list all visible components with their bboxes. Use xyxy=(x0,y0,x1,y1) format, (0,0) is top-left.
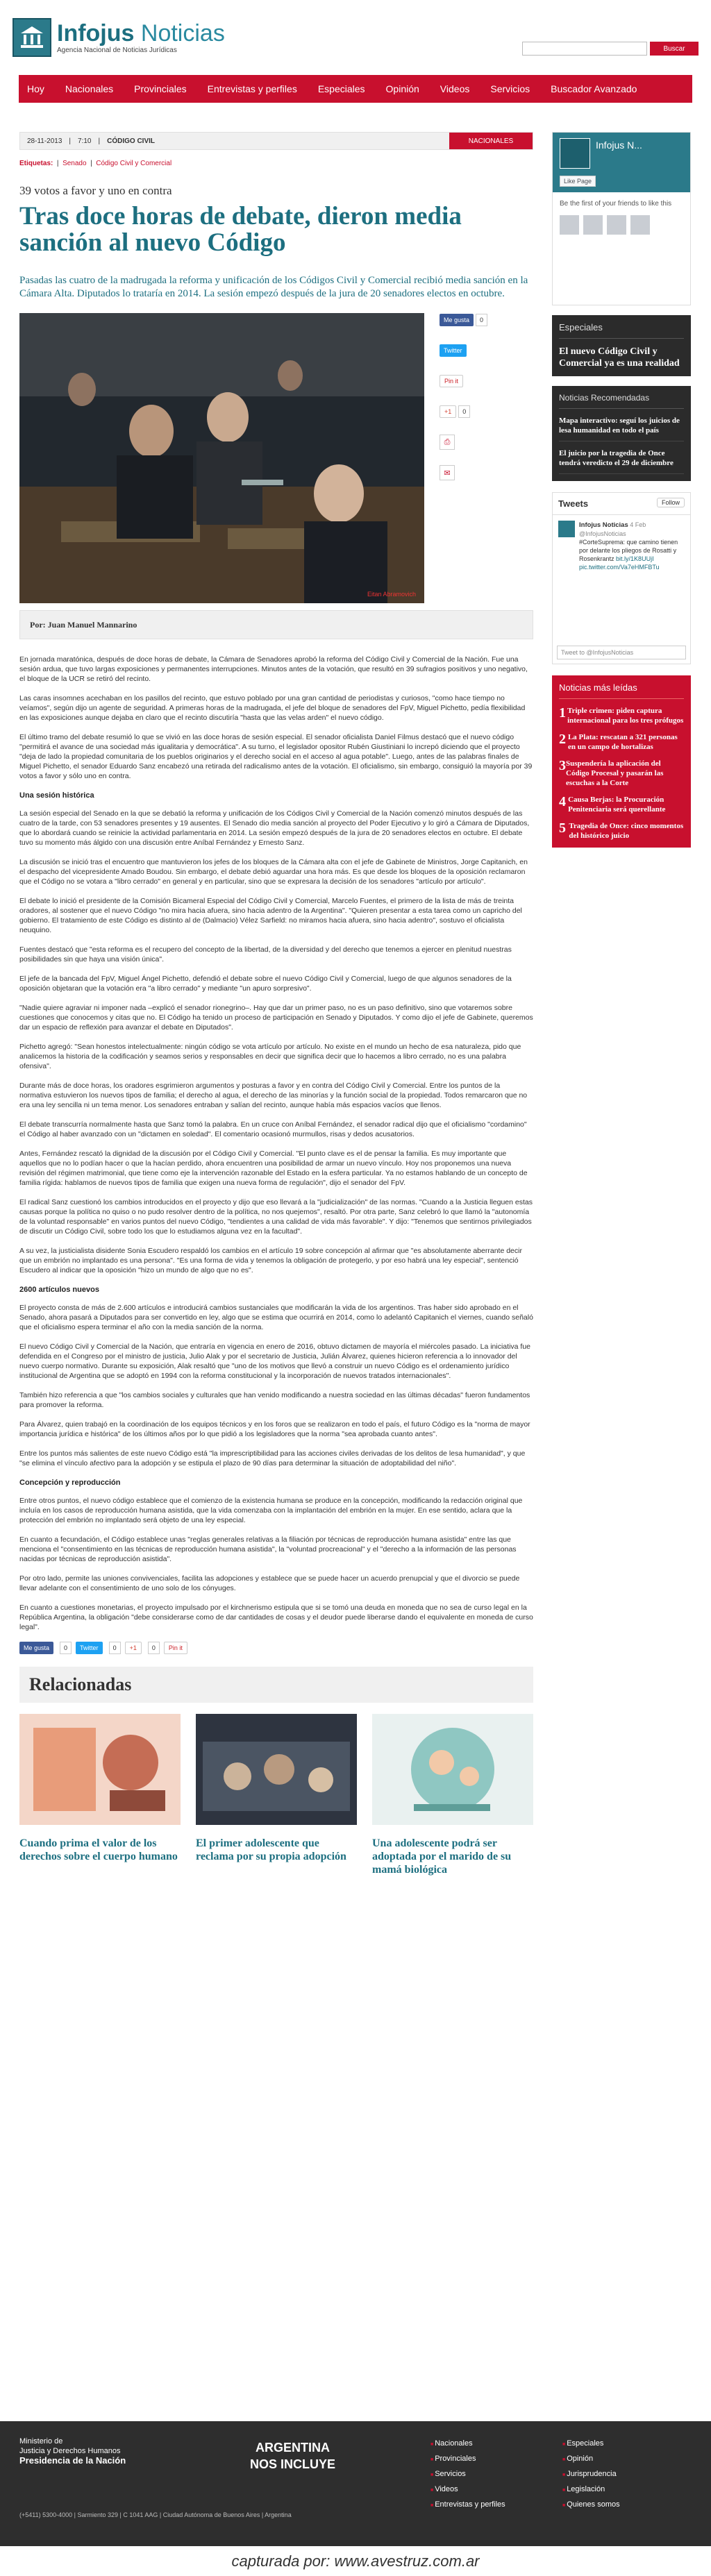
site-footer xyxy=(0,2421,711,2546)
related-image xyxy=(19,1714,181,1825)
tags-label: Etiquetas: xyxy=(19,160,53,167)
google-plus-button[interactable]: +1 xyxy=(440,405,456,418)
tweet-date: 4 Feb xyxy=(630,521,646,528)
mas-leidas-widget xyxy=(552,675,691,848)
facebook-like-button-bottom[interactable]: Me gusta xyxy=(19,1642,53,1654)
body-paragraph: "Nadie quiere agraviar ni imponer nada –explicó el senador rionegrino–. Hay que dar un primer paso, no es un paso definitivo, sino que votaremos sobre cuestiones que conocemos y citas que no. El Código ha tenido un proceso de participación en Senado y Diputados. Y como dijo el jefe de Gabinete, queremos dar un espacio de reflexión para avanzar el debate en Diputados". xyxy=(19,1004,533,1032)
footer-link[interactable]: ■ Quienes somos xyxy=(562,2498,694,2513)
search-input[interactable] xyxy=(522,42,647,56)
body-paragraph: El nuevo Código Civil y Comercial de la Nación, que entraría en vigencia en enero de 2016, obtuvo dictamen de mayoría el miércoles pasado. La iniciativa fue defendida en el Congreso por el ministro de justicia, Julio Alak y por el secretario de Justicia, Julián Álvarez, quienes hicieron referencia a lo innovador del nuevo cuerpo normativo. Durante su exposición, Alak resaltó que "uno de los motivos que llevó a construir un nuevo Código es el ordenamiento jurídico institucional de Argentina que se adoptó en 1994 con la reforma constitucional y la incorporación de nuevos tratados internacionales". xyxy=(19,1342,531,1380)
footer-link[interactable]: ■ Especiales xyxy=(562,2436,694,2452)
related-title[interactable]: Cuando prima el valor de los derechos sobre el cuerpo humano xyxy=(19,1837,178,1862)
twitter-count-bottom: 0 xyxy=(109,1642,121,1654)
body-paragraph: El proyecto consta de más de 2.600 artículos e introducirá cambios sustanciales que modificarán la vida de los argentinos. Tras haber sido aprobado en el Senado, ahora pasará a Diputados para ser convertido en ley, algo que se estima que ocurrirá en 2014, como lo adelantó Capitanich el viernes, cuando señaló que el oficialismo espera terminar el año con la media sanción de la norma. xyxy=(19,1304,533,1331)
recomendadas-widget xyxy=(552,386,691,481)
body-paragraph: Por otro lado, permite las uniones convivenciales, facilita las adopciones y establece que se puede hacer un acuerdo prenupcial y que el divorcio se puede llevar adelante con el consentimiento de uno solo de los cónyuges. xyxy=(19,1574,520,1592)
body-paragraph: En cuanto a fecundación, el Código establece unas "reglas generales relativas a la filiación por técnicas de reproducción humana asistida" entre las que menciona el "consentimiento en las técnicas de reproducción humana asistida", la "voluntad procreacional" y el "derecho a la información de las personas nacidas por técnicas de reproducción asistida". xyxy=(19,1535,517,1563)
nav-servicios[interactable]: Servicios xyxy=(490,83,530,94)
ministry-logo[interactable]: Ministerio de Justicia y Derechos Humanos Presidencia de la Nación xyxy=(19,2437,126,2466)
mas-leidas-item[interactable]: 1 Triple crimen: piden captura internacional para los tres prófugos xyxy=(559,705,684,725)
nav-opinion[interactable]: Opinión xyxy=(385,83,419,94)
mas-leidas-item[interactable]: 4 Causa Berjas: la Procuración Penitenciaria será querellante xyxy=(559,794,666,814)
footer-link[interactable]: ■ Nacionales xyxy=(430,2436,562,2452)
body-paragraph: En cuanto a cuestiones monetarias, el proyecto impulsado por el kirchnerismo estipula que si se tomó una deuda en moneda que no sea de curso legal en la República Argentina, la obligación "debe considerarse como de dar cantidades de cosas y el deudor puede liberarse dando el equivalente en moneda de curso legal". xyxy=(19,1603,533,1631)
especiales-item[interactable]: El nuevo Código Civil y Comercial ya es una realidad xyxy=(559,346,680,369)
footer-link[interactable]: ■ Legislación xyxy=(562,2482,694,2498)
body-paragraph: La discusión se inició tras el encuentro que mantuvieron los jefes de los bloques de la Cámara alta con el jefe de Gabinete de Ministros, Jorge Capitanich, en el despacho del vicepresidente Amado Boudou. Sin embargo, el debate debió aguardar una hora más. Es que desde los bloques de la oposición reclamaron que el Código no se votara a "libro cerrado" en general y en particular, sino que se expresara la decisión de los senadores "artículo por artículo". xyxy=(19,858,528,886)
google-plus-button-bottom[interactable]: +1 xyxy=(125,1642,142,1654)
search-bar xyxy=(522,42,699,56)
nav-entrevistas[interactable]: Entrevistas y perfiles xyxy=(207,83,297,94)
footer-links-col2 xyxy=(562,2436,694,2513)
bottom-share-bar xyxy=(19,1642,533,1654)
body-paragraph: El debate transcurría normalmente hasta que Sanz tomó la palabra. En un cruce con Aníbal Fernández, el senador radical dijo que el oficialismo "cordamino" el Código al haber avanzado con un "dictamen en soledad". El comentario ocasionó murmullos, risas y dedos acusatorios. xyxy=(19,1120,527,1138)
logo-mark-icon xyxy=(12,18,51,57)
search-button[interactable]: Buscar xyxy=(650,42,699,56)
nav-nacionales[interactable]: Nacionales xyxy=(65,83,114,94)
tweets-widget xyxy=(552,492,691,664)
twitter-share-button-bottom[interactable]: Twitter xyxy=(76,1642,103,1654)
especiales-widget xyxy=(552,315,691,376)
body-subheading: 2600 artículos nuevos xyxy=(19,1286,99,1294)
body-subheading: Concepción y reproducción xyxy=(19,1479,121,1487)
nav-especiales[interactable]: Especiales xyxy=(317,83,365,94)
capture-caption: capturada por: www.avestruz.com.ar xyxy=(0,2546,711,2576)
section-badge[interactable]: NACIONALES xyxy=(449,133,533,149)
article-date: 28-11-2013 xyxy=(27,137,62,145)
especiales-heading: Especiales xyxy=(559,322,684,339)
page-avatar-icon xyxy=(560,138,590,169)
tweet-link[interactable]: bit.ly/1K8UUjI pic.twitter.com/Va7eHMFBTu xyxy=(579,555,660,571)
body-paragraph: Fuentes destacó que "esta reforma es el recupero del concepto de la libertad, de la diversidad y del derecho que tenemos a ejercer en plenitud nuestras posibilidades sin que haya una visión única". xyxy=(19,945,512,963)
recomendada-item[interactable]: El juicio por la tragedia de Once tendrá veredicto el 29 de diciembre xyxy=(559,448,684,474)
recomendada-item[interactable]: Mapa interactivo: seguí los juicios de lesa humanidad en todo el país xyxy=(559,416,684,441)
argentina-nos-incluye-logo: ARGENTINA NOS INCLUYE xyxy=(250,2441,336,2471)
sidebar xyxy=(552,132,691,848)
article-title: Tras doce horas de debate, dieron media sanción al nuevo Código xyxy=(19,202,462,257)
photo-credit: Eitan Abramovich xyxy=(367,591,416,598)
pinterest-button[interactable]: Pin it xyxy=(440,375,463,387)
tweet-user[interactable]: Infojus Noticias xyxy=(579,521,628,529)
body-paragraph: Para Álvarez, quien trabajó en la coordinación de los equipos técnicos y en los foros que se realizaron en todo el país, el futuro Código es la "norma de mayor importancia jurídica e histórica" de los últimos años por lo que pidió a los legisladores que la norma "sea aprobada cuanto antes". xyxy=(19,1420,530,1438)
related-image xyxy=(196,1714,357,1825)
tag-codigo-civil[interactable]: Código Civil y Comercial xyxy=(96,160,172,167)
body-paragraph: La sesión especial del Senado en la que se debatió la reforma y unificación de los Códigos Civil y Comercial de la Nación comenzó minutos después de las cuatro de la tarde, con 53 senadores presentes y 19 ausentes. El Senado dio media sanción al proyecto del Poder Ejecutivo y lo giró a Cámara de Diputados, que lo abordará cuando se reinicie la actividad parlamentaria en 2014. La sesión empezó después de la jura de 20 senadores electos en octubre. El debate tuvo su momento más álgido con una discusión entre Aníbal Fernández y Ernesto Sanz. xyxy=(19,809,530,847)
facebook-like-count: 0 xyxy=(476,314,487,326)
brand-name: Infojus Noticias xyxy=(57,20,225,47)
nav-videos[interactable]: Videos xyxy=(440,83,470,94)
footer-link[interactable]: ■ Opinión xyxy=(562,2452,694,2467)
facebook-page-widget xyxy=(552,132,691,305)
footer-link[interactable]: ■ Servicios xyxy=(430,2467,562,2482)
body-paragraph: El debate lo inició el presidente de la Comisión Bicameral Especial del Código Civil y Comercial, Marcelo Fuentes, el primero de la lista de más de treinta oradores, al sostener que el nuevo Código "no mira hacia afuera, sino hacia adentro de la Argentina". "Quieren presentar a esta tarea como un capricho del gobierno. El tratamiento de este Código es distinto al de (Dalmacio) Vélez Sarfield: no miramos hacia afuera, sino hacia adentro", sostuvo el oficialista neuquino. xyxy=(19,897,522,934)
footer-link[interactable]: ■ Videos xyxy=(430,2482,562,2498)
twitter-follow-button[interactable]: Follow xyxy=(657,498,685,507)
recomendadas-heading: Noticias Recomendadas xyxy=(559,393,684,409)
tag-senado[interactable]: Senado xyxy=(62,160,87,167)
body-paragraph: Entre otros puntos, el nuevo código establece que el comienzo de la existencia humana se produce en la concepción, modificando la redacción original que incluía en los casos de reproducción humana asistida, que la vida comenzaba con la implantación del embrión en la mujer. En ese sentido, aclara que la protección del embrión no implantado será objeto de una ley especial. xyxy=(19,1497,523,1524)
body-paragraph: Antes, Fernández rescató la dignidad de la discusión por el Código Civil y Comercial. "El punto clave es el de pensar la familia. Es muy importante que aquellos que no lo podían hacer o que la hacían perdido, ahora encuentren una posibilidad de armar un nuevo vínculo. Hoy nos proponemos una nueva revisión del régimen matrimonial, que tiene como eje la intervención razonable del Estado en la esfera particular. Ya no estamos hablando de un concepto de familia rígida: hablamos de nuevos tipos de familia que exigen una nueva forma de regulación", dijo el senador del FpV. xyxy=(19,1150,528,1187)
footer-link[interactable]: ■ Jurisprudencia xyxy=(562,2467,694,2482)
mas-leidas-item[interactable]: 5 Tragedia de Once: cinco momentos del histórico juicio xyxy=(559,820,684,840)
nav-buscador-avanzado[interactable]: Buscador Avanzado xyxy=(551,83,637,94)
body-paragraph: Las caras insomnes acechaban en los pasillos del recinto, que estuvo poblado por una gran cantidad de periodistas y curiosos, "como hace tiempo no veíamos", según dijo un agente de seguridad. A primeras horas de la madrugada, el jefe del bloque de senadores del FpV, Miguel Pichetto, pedía flexibilidad en las exposiciones aunque dejaba en claro que el recinto discutiría "hasta que las velas arden" el nuevo código. xyxy=(19,694,526,722)
pinterest-button-bottom[interactable]: Pin it xyxy=(164,1642,187,1654)
article-column xyxy=(19,132,533,1876)
related-image xyxy=(372,1714,533,1825)
brand-tagline: Agencia Nacional de Noticias Jurídicas xyxy=(57,47,177,54)
facebook-like-button[interactable]: Me gusta xyxy=(440,314,474,326)
body-paragraph: También hizo referencia a que "los cambios sociales y culturales que han venido modificando a nuestra sociedad en las últimas décadas" fueron fundamentos para promover la reforma. xyxy=(19,1391,530,1409)
article-time: 7:10 xyxy=(78,137,92,145)
article-photo xyxy=(19,313,424,603)
tweet-handle: @InfojusNoticias xyxy=(579,530,626,537)
nav-hoy[interactable]: Hoy xyxy=(27,83,44,94)
body-paragraph: El radical Sanz cuestionó los cambios introducidos en el proyecto y dijo que eso llevará a la "judicialización" de las normas. "Cuando a la Justicia lleguen estas causas porque la política no quiso o no pudo resolver dentro de la política, no nos quejemos", resaltó. Por otra parte, Sanz celebró lo que llamó la "autonomía de la voluntad responsable" en varios puntos del nuevo Código, "tendientes a una calidad de vida más favorable". Y dijo: "Tenemos que sentirnos privilegiados de discutir un Código Civil, sobre todo los que lo estudiamos alguna vez en la facultad". xyxy=(19,1198,533,1236)
body-paragraph: El jefe de la bancada del FpV, Miguel Ángel Pichetto, defendió el debate sobre el nuevo Código Civil y Comercial, luego de que algunos senadores de la oposición objetaran que la votación era "a libro cerrado" y mediante "un apuro sorpresivo". xyxy=(19,975,512,993)
mas-leidas-heading: Noticias más leídas xyxy=(559,682,684,699)
print-icon[interactable]: ⎙ xyxy=(440,435,455,450)
site-header xyxy=(0,0,711,75)
mas-leidas-item[interactable]: 2 La Plata: rescatan a 321 personas en un campo de hortalizas xyxy=(559,732,678,751)
related-item[interactable] xyxy=(372,1714,533,1876)
body-paragraph: Pichetto agregó: "Sean honestos intelectualmente: ningún código se vota artículo por artículo. No existe en el mundo un hecho de esa naturaleza, pido que analicemos la historia de la codificación y seamos serios y responsables en decir que significa decir que lo hacemos a libro cerrado, no es una palabra ofensiva". xyxy=(19,1043,521,1070)
related-title[interactable]: Una adolescente podrá ser adoptada por el marido de su mamá biológica xyxy=(372,1837,512,1876)
body-paragraph: Durante más de doce horas, los oradores esgrimieron argumentos y posturas a favor y en contra del Código Civil y Comercial. Entre los puntos de la normativa estuvieron los nuevos tipos de familia; el derecho al agua, el derecho de las minorías y la función social de la propiedad. Todos remarcaron que no era una ley sencilla ni un tema menor. Los senadores entraban y salían del recinto, aunque había más espacios vacíos que llenos. xyxy=(19,1081,528,1109)
article-media xyxy=(19,313,533,603)
body-paragraph: Entre los puntos más salientes de este nuevo Código está "la imprescriptibilidad para las acciones civiles derivadas de los delitos de lesa humanidad", y que "se elimina el vínculo afectivo para la adopción y se estipula el plazo de 90 días para determinar la situación de adoptabilidad del niño". xyxy=(19,1449,526,1467)
nav-provinciales[interactable]: Provinciales xyxy=(134,83,187,94)
facebook-like-count-bottom: 0 xyxy=(60,1642,72,1654)
friend-faces xyxy=(553,215,690,235)
related-item[interactable] xyxy=(19,1714,181,1876)
facebook-page-name[interactable]: Infojus N... xyxy=(596,140,642,151)
article-kicker: 39 votos a favor y uno en contra xyxy=(19,184,172,197)
article-meta-bar: 28-11-2013 | 7:10 | CÓDIGO CIVIL NACIONALES xyxy=(19,132,533,150)
tweet-avatar-icon xyxy=(558,521,575,537)
email-icon[interactable]: ✉ xyxy=(440,465,455,480)
share-column xyxy=(440,313,533,496)
tweets-heading: Tweets xyxy=(553,493,690,515)
related-heading: Relacionadas xyxy=(19,1667,533,1703)
footer-link[interactable]: ■ Entrevistas y perfiles xyxy=(430,2498,562,2513)
body-paragraph: El último tramo del debate resumió lo que se vivió en las doce horas de sesión especial. El senador oficialista Daniel Filmus destacó que el nuevo código "permitirá el avance de una sociedad más igualitaria y democrática". A su turno, el legislador opositor Rubén Giustiniani lo increpó diciendo que el proyecto "deja de lado la propiedad comunitaria de los pueblos originarios y el derecho social en el acceso al agua potable". Luego, antes de las palabras finales de Miguel Pichetto, el senador Eduardo Sanz encabezó una retirada del radicalismo antes de la votación. El oficialismo, sin embargo, consiguió la mayoría por 39 votos a favor y sólo uno en contra. xyxy=(19,733,533,780)
facebook-like-page-button[interactable]: Like Page xyxy=(560,176,596,187)
google-plus-count: 0 xyxy=(458,405,470,418)
related-title[interactable]: El primer adolescente que reclama por su propia adopción xyxy=(196,1837,346,1862)
google-plus-count-bottom: 0 xyxy=(148,1642,160,1654)
article-lead: Pasadas las cuatro de la madrugada la reforma y unificación de los Códigos Civil y Comercial recibió media sanción en la Cámara Alta. Diputados lo trataría en 2014. La sesión empezó después de la jura de 20 senadores electos en octubre. xyxy=(19,275,528,299)
tweet-compose-input[interactable]: Tweet to @InfojusNoticias xyxy=(557,646,686,659)
article-author: Por: Juan Manuel Mannarino xyxy=(19,610,533,639)
article-category: CÓDIGO CIVIL xyxy=(107,137,156,145)
mas-leidas-item[interactable]: 3 Suspendería la aplicación del Código Procesal y pasarán las escuchas a la Corte xyxy=(559,758,664,787)
footer-address: (+5411) 5300-4000 | Sarmiento 329 | C 1041 AAG | Ciudad Autónoma de Buenos Aires | Argentina xyxy=(19,2511,292,2518)
facebook-like-text: Be the first of your friends to like this xyxy=(560,200,672,208)
body-subheading: Una sesión histórica xyxy=(19,791,94,800)
body-paragraph: A su vez, la justicialista disidente Sonia Escudero respaldó los cambios en el artículo 19 sobre concepción al afirmar que "es absolutamente aberrante decir que un embrión no implantado es una persona". "Es una forma de vida y tenemos la obligación de protegerlo, y por eso habrá una ley especial", sentenció Escudero al indicar que la oposición "hizo un mundo de algo que no es". xyxy=(19,1247,522,1274)
tags-row: Etiquetas: | Senado | Código Civil y Comercial xyxy=(19,160,172,167)
footer-link[interactable]: ■ Provinciales xyxy=(430,2452,562,2467)
site-logo[interactable] xyxy=(12,18,225,57)
related-section xyxy=(19,1667,533,1876)
footer-links-col1 xyxy=(430,2436,562,2513)
tweet-text: #CorteSuprema: que camino tienen por delante los pliegos de Rosatti y Rosenkrantz xyxy=(579,539,678,562)
main-nav xyxy=(19,75,692,103)
body-paragraph: En jornada maratónica, después de doce horas de debate, la Cámara de Senadores aprobó la reforma del Código Civil y Comercial de la Nación. Fue una sesión ardua, que tuvo largas exposiciones y permanentes interrupciones. Minutos antes de la votación, que resultó en 39 sufragios positivos y uno negativo, el bloque de la UCR se retiró del recinto. xyxy=(19,655,528,683)
twitter-share-button[interactable]: Twitter xyxy=(440,344,467,357)
related-item[interactable] xyxy=(196,1714,357,1876)
article-body xyxy=(19,655,533,1632)
